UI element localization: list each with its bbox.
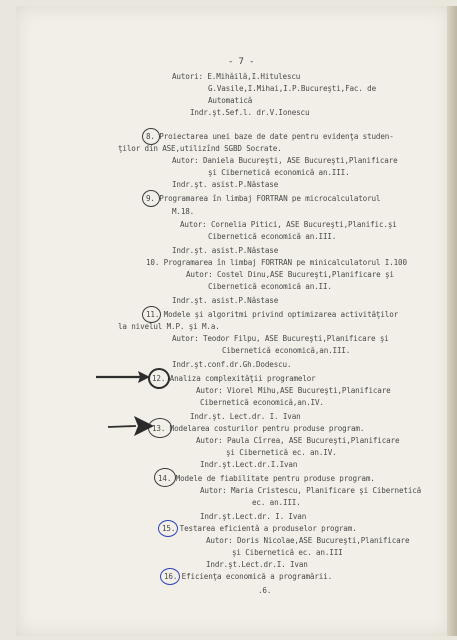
author-line: Autor: Teodor Filpu, ASE Bucureşti,Planificare şi: [172, 334, 389, 343]
author-line: Cibernetică economică an.II.: [208, 282, 332, 291]
author-line: Autor: Costel Dinu,ASE Bucureşti,Planificare şi: [186, 270, 394, 279]
author-line: Cibernetică economică,an.III.: [222, 346, 351, 355]
author-line: Autor: Doris Nicolae,ASE Bucureşti,Planificare: [206, 536, 410, 545]
author-line: G.Vasile,I.Mihai,I.P.Bucureşti,Fac. de: [208, 84, 377, 93]
entry-title-cont: ţilor din ASE,utilizînd SGBD Socrate.: [118, 144, 282, 153]
author-line: Autor: Daniela Bucureşti, ASE Bucureşti,Planificare: [172, 156, 398, 165]
entry-title-10: 10. Programarea în limbaj FORTRAN pe minicalculatorul I.100: [146, 258, 407, 267]
author-line: Autor: Viorel Mihu,ASE Bucureşti,Planificare: [196, 386, 391, 395]
entry-title-13: 13. Modelarea costurilor pentru produse program.: [152, 424, 365, 433]
author-line: şi Cibernetică ec. an.IV.: [226, 448, 337, 457]
arrow-icon-13: [108, 416, 154, 436]
author-line: Automatică: [208, 96, 253, 105]
author-line: şi Cibernetică ec. an.III: [232, 548, 343, 557]
arrow-icon-12: [96, 371, 150, 383]
author-line: ec. an.III.: [252, 498, 301, 507]
entry-title-14: 14. Modele de fiabilitate pentru produse program.: [158, 474, 375, 483]
page-footer: .6.: [258, 586, 272, 595]
author-line: Autor: Maria Cristescu, Planificare şi Cibernetică: [200, 486, 422, 495]
author-line: Cibernetică economică,an.IV.: [200, 398, 324, 407]
entry-title-12: 12. Analiza complexităţii programelor: [152, 374, 316, 383]
page-number: - 7 -: [228, 57, 255, 67]
supervisor-line: Indr.şt.Lect.dr.I.Ivan: [200, 460, 298, 469]
supervisor-line: Indr.şt.Lect.dr. I. Ivan: [200, 512, 307, 521]
author-line: Autor: Paula Cîrrea, ASE Bucureşti,Planificare: [196, 436, 400, 445]
entry-title-cont: la nivelul M.P. şi M.a.: [118, 322, 220, 331]
supervisor-line: Indr.şt. asist.P.Năstase: [172, 246, 279, 255]
entry-title-11: 11. Modele şi algoritmi privind optimizarea activităţilor: [146, 310, 399, 319]
author-line: Cibernetică economică an.III.: [208, 232, 337, 241]
entry-title-16: 16. Eficienţa economică a programării.: [164, 572, 333, 581]
author-line: şi Cibernetică economică an.III.: [208, 168, 350, 177]
supervisor-line: Indr.şt.conf.dr.Gh.Dodescu.: [172, 360, 292, 369]
supervisor-line: Indr.şt.Sef.l. dr.V.Ionescu: [190, 108, 310, 117]
entry-title-9: 9. Programarea în limbaj FORTRAN pe microcalculatorul: [146, 194, 381, 203]
supervisor-line: Indr.şt. Lect.dr. I. Ivan: [190, 412, 301, 421]
entry-title-cont: M.18.: [172, 207, 195, 216]
author-line: Autori: E.Mihăilă,I.Hitulescu: [172, 72, 301, 81]
author-line: Autor: Cornelia Pitici, ASE Bucureşti,Planific.şi: [180, 220, 397, 229]
entry-title-15: 15. Testarea eficientă a produselor program.: [162, 524, 357, 533]
supervisor-line: Indr.şt. asist.P.Năstase: [172, 180, 279, 189]
entry-title-8: 8. Proiectarea unei baze de date pentru evidenţa studen-: [146, 132, 394, 141]
supervisor-line: Indr.şt. asist.P.Năstase: [172, 296, 279, 305]
supervisor-line: Indr.şt.Lect.dr.I. Ivan: [206, 560, 308, 569]
